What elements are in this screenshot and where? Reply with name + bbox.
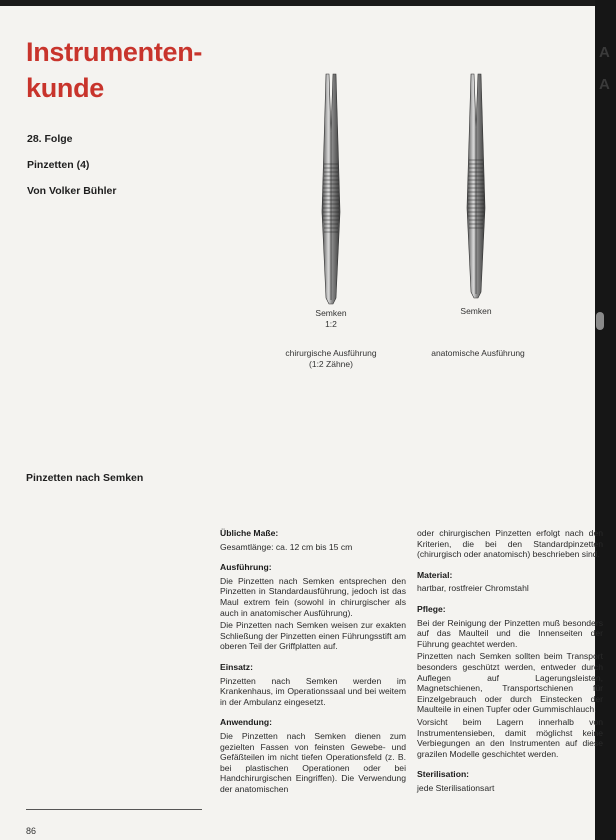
figure-1-desc-line-1: chirurgische Ausführung (285, 348, 377, 358)
application-continued-text: oder chirurgischen Pinzetten erfolgt nach den Kriterien, die bei den Standardpinzetten (chirurgisch oder anatomisch) beschrieben sind. (417, 528, 603, 560)
material-heading: Material: (417, 569, 453, 580)
page-title (26, 34, 202, 106)
application-text: Die Pinzetten nach Semken dienen zum gezielten Fassen von feinsten Gewebe- und Gefäßteilen im nicht tiefen Operationsfeld (z. B. bei plastischen Operationen oder bei Handchirurgischen Eingriffen). Die Verwendung der anatomischen (220, 730, 406, 794)
adjacent-page-mark (596, 312, 604, 330)
care-text: Vorsicht beim Lagern innerhalb von Instrumentensieben, damit möglichst keine Verbiegungen an den Instrumenten auf diese grazilen Modelle geschichtet werden. (417, 716, 603, 759)
figure-1-size: 1:2 (325, 319, 337, 329)
title-line-2: kunde (26, 73, 105, 103)
author-line: Von Volker Bühler (27, 185, 117, 197)
sterilisation-text: jede Sterilisationsart (417, 782, 495, 793)
material-text: hartbar, rostfreier Chromstahl (417, 583, 529, 594)
figure-1-description (262, 348, 400, 370)
design-heading: Ausführung: (220, 562, 272, 573)
dimensions-text: Gesamtlänge: ca. 12 cm bis 15 cm (220, 541, 353, 552)
application-heading: Anwendung: (220, 717, 273, 728)
care-text: Bei der Reinigung der Pinzetten muß besonders auf das Maulteil und die Innenseiten der Führung geachtet werden. (417, 617, 603, 649)
usage-heading: Einsatz: (220, 661, 253, 672)
design-text: Die Pinzetten nach Semken weisen zur exakten Schließung der Pinzetten einen Führungsstift am oberen Teil der Griffplatten auf. (220, 620, 406, 652)
text-column-2 (417, 528, 603, 803)
care-heading: Pflege: (417, 603, 446, 614)
figure-2-caption (444, 306, 508, 317)
figure-1-name: Semken (315, 308, 347, 318)
series-label: 28. Folge (27, 133, 73, 145)
subtitle: Pinzetten (4) (27, 159, 90, 171)
dimensions-heading: Übliche Maße: (220, 528, 279, 538)
usage-text: Pinzetten nach Semken werden im Krankenhaus, im Operationssaal und bei weitem in der Ambulanz eingesetzt. (220, 675, 406, 707)
figure-2-desc-line-1: anatomische Ausführung (431, 348, 525, 358)
text-column-1 (220, 528, 406, 804)
forceps-surgical-illustration (318, 72, 344, 306)
page-number: 86 (26, 826, 37, 836)
sterilisation-heading: Sterilisation: (417, 769, 470, 780)
title-line-1: Instrumenten- (26, 37, 203, 67)
figure-2-description (410, 348, 546, 359)
footer-rule (26, 809, 202, 810)
section-heading: Pinzetten nach Semken (26, 472, 144, 484)
figure-1-desc-line-2: (1:2 Zähne) (309, 359, 353, 369)
adjacent-page-letter: A (599, 44, 610, 61)
figure-2-name: Semken (460, 306, 492, 316)
care-text: Pinzetten nach Semken sollten beim Transport besonders geschützt werden, entweder durch Auflegen auf Lagerungsleisten, Magnetschienen, Transportschienen für Einzelgebrauch oder durch Einstecken der Maulteile in einen Tupfer oder Gummischlauch. (417, 651, 603, 715)
figure-1-caption (300, 308, 362, 330)
adjacent-page-letter: A (599, 76, 610, 93)
design-text: Die Pinzetten nach Semken entsprechen den Pinzetten in Standardausführung, jedoch ist das Maul extrem fein (sowohl in chirurgischer als auch in anatomischer Ausführung). (220, 575, 406, 618)
top-border (0, 0, 595, 6)
forceps-anatomical-illustration (463, 72, 489, 300)
